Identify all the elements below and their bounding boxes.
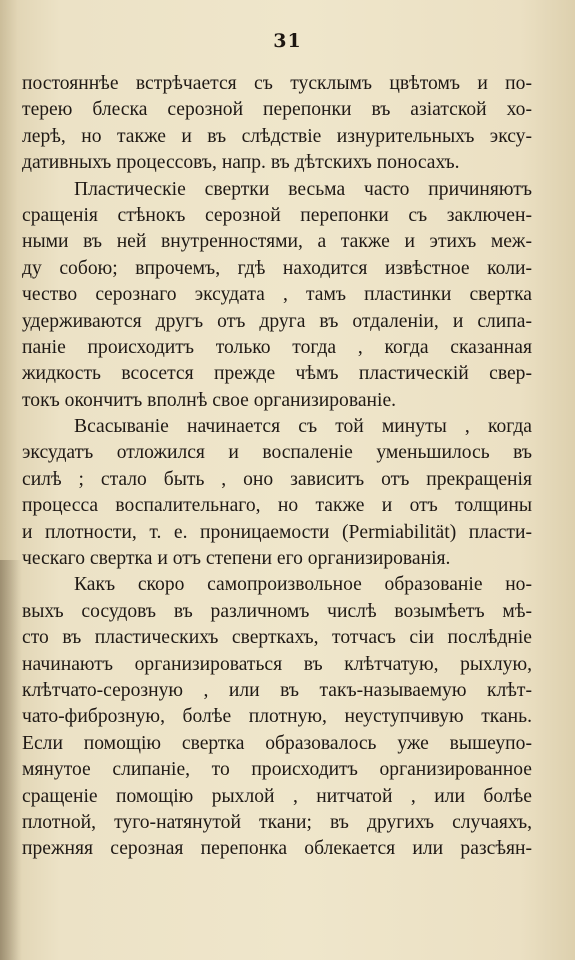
text-line: клѣтчато-серозную , или въ такъ-называемую клѣт-: [22, 679, 532, 701]
page-number: 31: [273, 30, 302, 52]
text-line: сто въ пластическихъ сверткахъ, тотчасъ сіи послѣдніе: [22, 627, 532, 649]
text-line: ными въ ней внутренностями, а также и этихъ меж-: [22, 231, 532, 253]
text-line: постояннѣе встрѣчается съ тусклымъ цвѣтомъ и по-: [22, 73, 532, 94]
text-line: ческаго свертка и отъ степени его организированія.: [22, 548, 451, 570]
text-line: чество сeрознаго эксудата , тамъ пластинки свертка: [22, 284, 532, 306]
body-text: [22, 71, 532, 863]
text-line: паніе происходитъ только тогда , когда сказанная: [22, 336, 532, 358]
text-line: Всасываніе начинается съ той минуты , когда: [74, 416, 532, 438]
text-line: выхъ сосудовъ въ различномъ числѣ возымѣетъ мѣ-: [22, 600, 532, 622]
text-line: процесса воспалительнаго, но также и отъ толщины: [22, 495, 532, 517]
text-line: токъ окончитъ вполнѣ свое организированіе.: [22, 389, 397, 411]
text-line: сращенія стѣнокъ серозной перепонки съ заключен-: [22, 204, 532, 226]
text-line: силѣ ; стало быть , оно зависитъ отъ прекращенія: [22, 468, 532, 490]
text-line: ду собою; впрочемъ, гдѣ находится извѣстное коли-: [22, 257, 532, 279]
text-line: эксудатъ отложился и воспаленіе уменьшилось въ: [22, 442, 532, 464]
text-line: чато-фиброзную, болѣе плотную, неуступчивую ткань.: [22, 706, 532, 728]
text-line: плотной, туго-натянутой ткани; въ другихъ случаяхъ,: [22, 811, 532, 833]
text-line: терею блеска серозной перепонки въ азіатской хо-: [22, 99, 532, 121]
text-line: Если помощію свертка образовалось уже вышеупо-: [22, 732, 532, 754]
text-line: сращеніе помощію рыхлой , нитчатой , или болѣе: [22, 785, 532, 807]
text-line: прежняя серозная перепонка облекается или разсѣян-: [22, 838, 532, 860]
text-line: мянутое слипаніе, то происходитъ организированное: [22, 759, 532, 781]
text-line: жидкость всосется прежде чѣмъ пластическій свер-: [22, 363, 532, 385]
text-line: Какъ скоро самопроизвольное образованіе но-: [74, 574, 532, 596]
text-line: Пластическіе свертки весьма часто причиняютъ: [74, 178, 532, 200]
text-line: лерѣ, но также и въ слѣдствіе изнурительныхъ эксу-: [22, 125, 532, 147]
text-line: дативныхъ процессовъ, напр. въ дѣтскихъ поносахъ.: [22, 152, 460, 174]
text-line: и плотности, т. е. проницаемости (Permiabilität) пласти-: [22, 521, 532, 543]
binding-shadow: [0, 560, 22, 960]
text-line: начинаютъ организироваться въ клѣтчатую, рыхлую,: [22, 653, 532, 675]
text-line: удерживаются другъ отъ друга въ отдаленіи, и слипа-: [22, 310, 532, 332]
